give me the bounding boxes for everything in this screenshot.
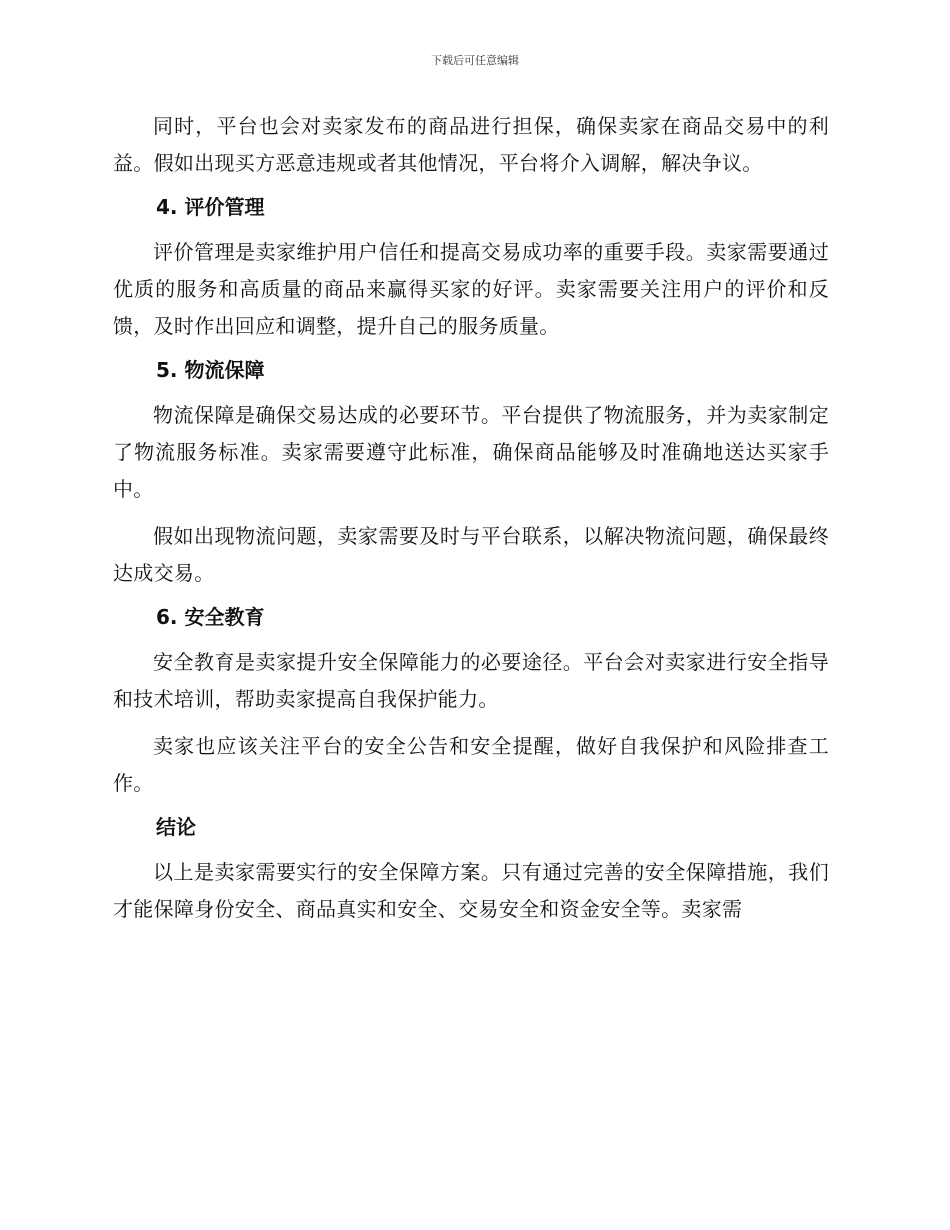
section-heading: 6. 安全教育 [156,605,265,629]
paragraph: 以上是卖家需要实行的安全保障方案。只有通过完善的安全保障措施，我们才能保障身份安全、商品真实和安全、交易安全和资金安全等。卖家需 [113,860,829,921]
document-body [113,108,829,938]
page-header: 下载后可任意编辑 [431,54,519,67]
paragraph: 卖家也应该关注平台的安全公告和安全提醒，做好自我保护和风险排查工作。 [113,734,829,795]
section-heading: 4. 评价管理 [156,195,265,219]
section-heading: 5. 物流保障 [156,358,265,382]
paragraph: 物流保障是确保交易达成的必要环节。平台提供了物流服务，并为卖家制定了物流服务标准。卖家需要遵守此标准，确保商品能够及时准确地送达买家手中。 [113,403,829,501]
section-heading: 结论 [156,815,196,839]
paragraph: 安全教育是卖家提升安全保障能力的必要途径。平台会对卖家进行安全指导和技术培训，帮助卖家提高自我保护能力。 [113,650,829,711]
paragraph: 假如出现物流问题，卖家需要及时与平台联系，以解决物流问题，确保最终达成交易。 [113,524,829,585]
paragraph: 评价管理是卖家维护用户信任和提高交易成功率的重要手段。卖家需要通过优质的服务和高质量的商品来赢得买家的好评。卖家需要关注用户的评价和反馈，及时作出回应和调整，提升自己的服务质量。 [113,240,829,338]
paragraph: 同时，平台也会对卖家发布的商品进行担保，确保卖家在商品交易中的利益。假如出现买方恶意违规或者其他情况，平台将介入调解，解决争议。 [113,114,829,175]
